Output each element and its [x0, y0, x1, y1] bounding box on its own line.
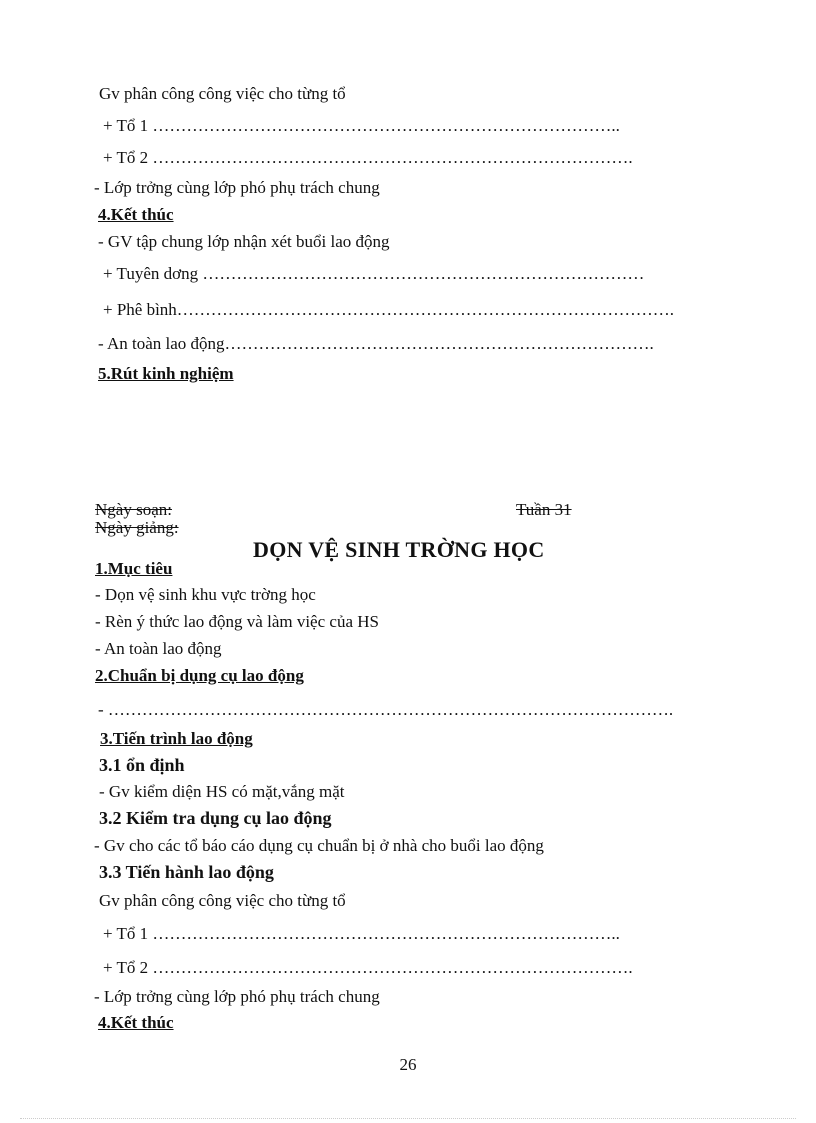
- page-bottom-divider: [20, 1118, 796, 1119]
- heading-preparation: 2.Chuẩn bị dụng cụ lao động: [95, 666, 304, 685]
- subheading-stabilize: 3.1 ổn định: [99, 755, 185, 775]
- assign-task-text: Gv phân công công việc cho từng tổ: [99, 84, 346, 103]
- subheading-conduct: 3.3 Tiến hành lao động: [99, 862, 274, 882]
- praise-line: + Tuyên dơng ……………………………………………………………………: [103, 264, 645, 283]
- heading-conclusion: 4.Kết thúc: [98, 205, 174, 224]
- heading-experience: 5.Rút kinh nghiệm: [98, 364, 234, 383]
- check-tools-text: - Gv cho các tổ báo cáo dụng cụ chuẩn bị ở nhà cho buổi lao động: [94, 836, 544, 855]
- heading-process: 3.Tiến trình lao động: [100, 729, 253, 748]
- objective-2: - Rèn ý thức lao động và làm việc của HS: [95, 612, 379, 631]
- conduct-monitor-text: - Lớp trởng cùng lớp phó phụ trách chung: [94, 987, 380, 1006]
- conduct-assign-text: Gv phân công công việc cho từng tổ: [99, 891, 346, 910]
- heading-objectives: 1.Mục tiêu: [95, 559, 173, 578]
- date-prepared: Ngày soạn:: [95, 500, 172, 519]
- heading-conclusion-2: 4.Kết thúc: [98, 1013, 174, 1032]
- date-taught: Ngày giảng:: [95, 518, 179, 537]
- objective-1: - Dọn vệ sinh khu vực trờng học: [95, 585, 316, 604]
- conduct-group1-line: + Tổ 1 ………………………………………………………………………..: [103, 924, 620, 943]
- conduct-group2-line: + Tổ 2 ………………………………………………………………………….: [103, 958, 633, 977]
- safety-line: - An toàn lao động………………………………………………………………….: [98, 334, 654, 353]
- subheading-check-tools: 3.2 Kiểm tra dụng cụ lao động: [99, 808, 332, 828]
- objective-3: - An toàn lao động: [95, 639, 222, 658]
- criticism-line: + Phê bình…………………………………………………………………………….: [103, 300, 675, 319]
- group1-line: + Tổ 1 ………………………………………………………………………..: [103, 116, 620, 135]
- stabilize-text: - Gv kiểm diện HS có mặt,vắng mặt: [99, 782, 345, 801]
- class-monitor-text: - Lớp trởng cùng lớp phó phụ trách chung: [94, 178, 380, 197]
- lesson-title: DỌN VỆ SINH TRỜNG HỌC: [253, 537, 545, 562]
- page-number: 26: [399, 1055, 417, 1074]
- preparation-line: - ……………………………………………………………………………………….: [98, 700, 674, 719]
- group2-line: + Tổ 2 ………………………………………………………………………….: [103, 148, 633, 167]
- review-text: - GV tập chung lớp nhận xét buổi lao động: [98, 232, 390, 251]
- week-label: Tuần 31: [516, 500, 572, 519]
